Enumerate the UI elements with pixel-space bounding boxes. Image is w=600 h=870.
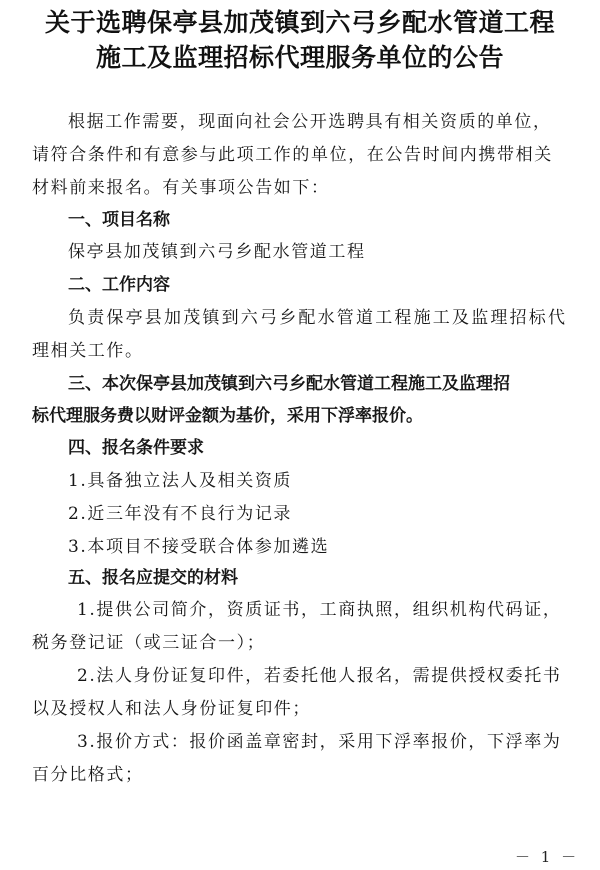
section-5-item-2-line-1: 2.法人身份证复印件，若委托他人报名，需提供授权委托书 (77, 666, 562, 686)
section-5-item-3-line-2: 百分比格式； (32, 765, 144, 785)
section-5-item-1-line-2: 税务登记证（或三证合一）； (32, 633, 266, 653)
intro-line-3: 材料前来报名。有关事项公告如下： (32, 178, 330, 198)
page-number: － 1 － (515, 848, 580, 866)
section-2-heading: 二、工作内容 (68, 275, 170, 295)
section-4-heading: 四、报名条件要求 (68, 438, 204, 458)
intro-line-2: 请符合条件和有意参与此项工作的单位，在公告时间内携带相关 (32, 145, 553, 165)
document-title-line-2: 施工及监理招标代理服务单位的公告 (95, 43, 504, 72)
section-3-heading-line-2: 标代理服务费以财评金额为基价，采用下浮率报价。 (32, 406, 423, 426)
document-title-line-1: 关于选聘保亭县加茂镇到六弓乡配水管道工程 (44, 8, 555, 37)
section-4-item-2: 2.近三年没有不良行为记录 (68, 504, 293, 524)
section-1-text: 保亭县加茂镇到六弓乡配水管道工程 (68, 242, 366, 262)
section-4-item-1: 1.具备独立法人及相关资质 (68, 471, 293, 491)
section-3-heading-line-1: 三、本次保亭县加茂镇到六弓乡配水管道工程施工及监理招 (68, 374, 510, 394)
section-2-text-line-1: 负责保亭县加茂镇到六弓乡配水管道工程施工及监理招标代 (68, 308, 568, 328)
section-2-text-line-2: 理相关工作。 (32, 341, 144, 361)
section-5-heading: 五、报名应提交的材料 (68, 568, 238, 588)
section-4-item-3: 3.本项目不接受联合体参加遴选 (68, 537, 330, 557)
intro-line-1: 根据工作需要，现面向社会公开选聘具有相关资质的单位， (68, 112, 552, 132)
section-5-item-2-line-2: 以及授权人和法人身份证复印件； (32, 699, 311, 719)
section-1-heading: 一、项目名称 (68, 210, 170, 230)
section-5-item-1-line-1: 1.提供公司简介，资质证书，工商执照，组织机构代码证， (77, 600, 562, 620)
section-5-item-3-line-1: 3.报价方式：报价函盖章密封，采用下浮率报价，下浮率为 (77, 732, 562, 752)
